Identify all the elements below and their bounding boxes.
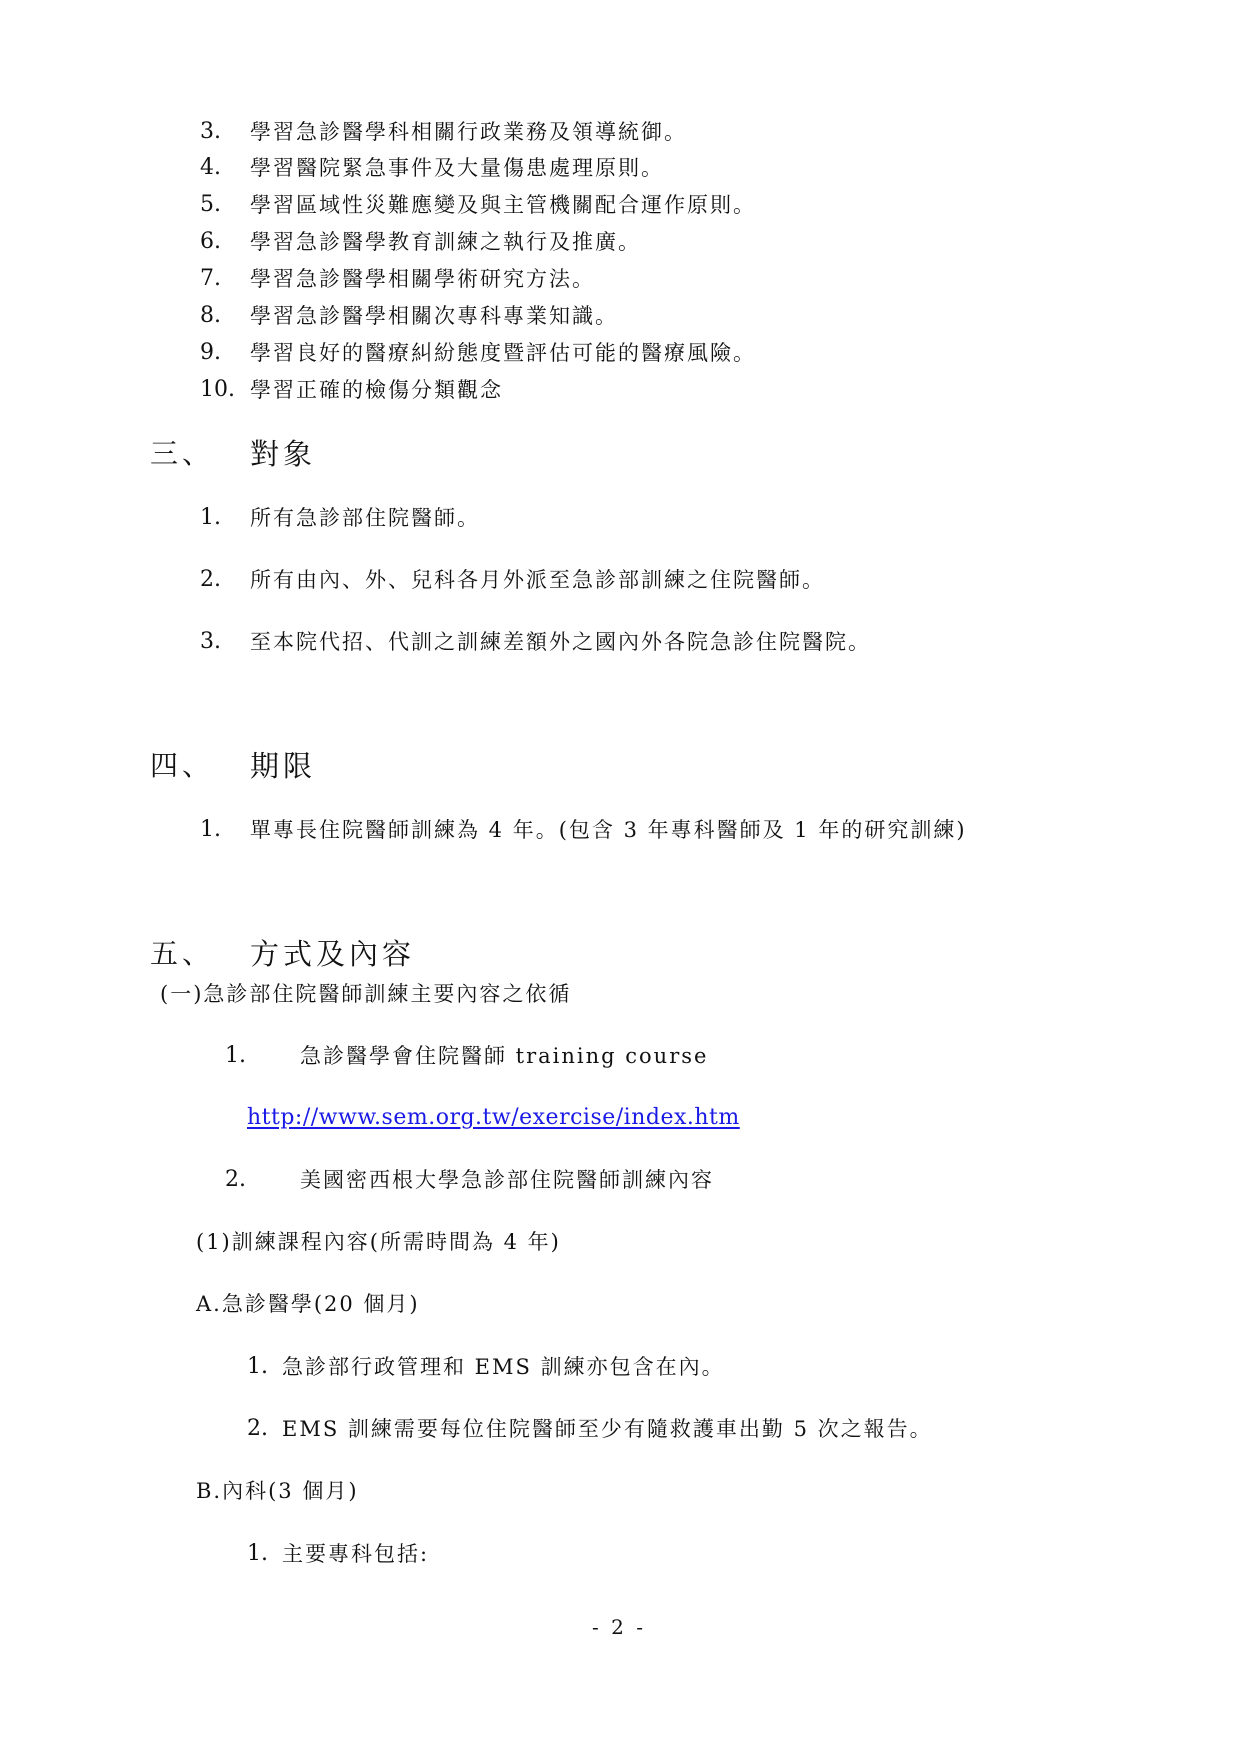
list-item-text: 學習急診醫學相關學術研究方法。 bbox=[250, 267, 595, 291]
list-item-number: 1. bbox=[225, 1043, 246, 1068]
list-item-text: 學習急診醫學教育訓練之執行及推廣。 bbox=[250, 230, 641, 254]
list-item-number: 4. bbox=[200, 155, 221, 180]
list-item-number: 3. bbox=[200, 119, 221, 144]
list-item-number: 1. bbox=[247, 1354, 268, 1379]
list-item-text: 學習醫院緊急事件及大量傷患處理原則。 bbox=[250, 156, 664, 180]
section-number: 三、 bbox=[150, 437, 215, 470]
list-item-number: 1. bbox=[200, 505, 221, 530]
section-title: 對象 bbox=[250, 437, 317, 471]
list-item-number: 1. bbox=[247, 1541, 268, 1566]
list-item-text: 主要專科包括: bbox=[282, 1542, 430, 1566]
list-item-text: 所有由內、外、兒科各月外派至急診部訓練之住院醫師。 bbox=[250, 568, 825, 592]
list-item-text: 學習急診醫學科相關行政業務及領導統御。 bbox=[250, 120, 687, 144]
reference-text: 美國密西根大學急診部住院醫師訓練內容 bbox=[300, 1168, 714, 1192]
list-item-text: 單專長住院醫師訓練為 4 年。(包含 3 年專科醫師及 1 年的研究訓練) bbox=[250, 818, 967, 842]
list-item-number: 10. bbox=[200, 377, 235, 402]
list-item-number: 2. bbox=[225, 1167, 246, 1192]
part-heading: B.內科(3 個月) bbox=[196, 1479, 359, 1503]
list-item-number: 7. bbox=[200, 266, 221, 291]
list-item-number: 2. bbox=[247, 1416, 268, 1441]
page-number: - 2 - bbox=[592, 1615, 646, 1639]
reference-text: 急診醫學會住院醫師 training course bbox=[300, 1044, 709, 1068]
list-item-text: 學習區域性災難應變及與主管機關配合運作原則。 bbox=[250, 193, 756, 217]
list-item-text: EMS 訓練需要每位住院醫師至少有隨救護車出勤 5 次之報告。 bbox=[282, 1417, 933, 1441]
course-title: (1)訓練課程內容(所需時間為 4 年) bbox=[196, 1230, 561, 1254]
list-item-number: 3. bbox=[200, 629, 221, 654]
section-title: 期限 bbox=[250, 749, 317, 783]
list-item-number: 8. bbox=[200, 303, 221, 328]
list-item-number: 6. bbox=[200, 229, 221, 254]
list-item-text: 學習正確的檢傷分類觀念 bbox=[250, 378, 503, 402]
list-item-text: 學習良好的醫療糾紛態度暨評估可能的醫療風險。 bbox=[250, 341, 756, 365]
list-item-text: 所有急診部住院醫師。 bbox=[250, 506, 480, 530]
list-item-number: 2. bbox=[200, 567, 221, 592]
section-title: 方式及內容 bbox=[250, 937, 416, 971]
list-item-text: 學習急診醫學相關次專科專業知識。 bbox=[250, 304, 618, 328]
subsection-title: (一)急診部住院醫師訓練主要內容之依循 bbox=[160, 982, 572, 1006]
list-item-number: 5. bbox=[200, 192, 221, 217]
list-item-number: 1. bbox=[200, 817, 221, 842]
list-item-text: 急診部行政管理和 EMS 訓練亦包含在內。 bbox=[282, 1355, 725, 1379]
part-heading: A.急診醫學(20 個月) bbox=[196, 1292, 420, 1316]
section-number: 四、 bbox=[150, 749, 215, 782]
list-item-number: 9. bbox=[200, 340, 221, 365]
reference-link[interactable]: http://www.sem.org.tw/exercise/index.htm bbox=[247, 1105, 740, 1130]
section-number: 五、 bbox=[150, 937, 215, 970]
list-item-text: 至本院代招、代訓之訓練差額外之國內外各院急診住院醫院。 bbox=[250, 630, 871, 654]
